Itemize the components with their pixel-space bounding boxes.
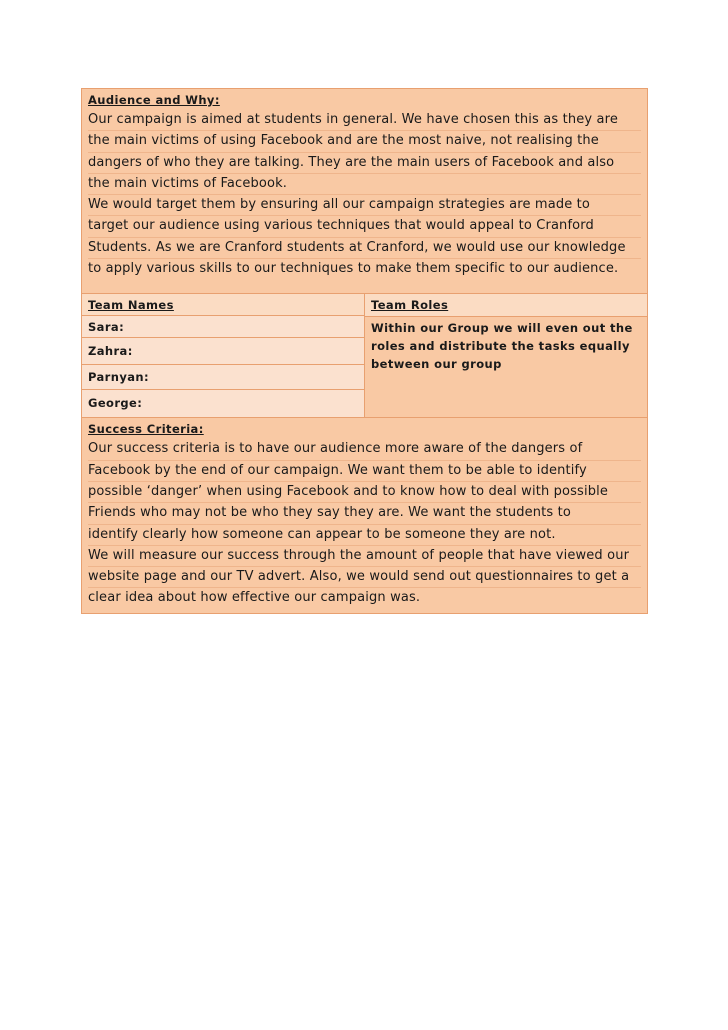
success-line: We will measure our success through the amount of people that have viewed our xyxy=(88,546,641,567)
success-line: possible ‘danger’ when using Facebook and to know how to deal with possible xyxy=(88,482,641,503)
success-section xyxy=(82,418,647,612)
success-line: Our success criteria is to have our audience more aware of the dangers of xyxy=(88,439,641,460)
team-table xyxy=(82,293,647,418)
team-names-heading: Team Names xyxy=(82,294,364,316)
team-member: Zahra: xyxy=(82,338,364,365)
campaign-document xyxy=(81,88,648,614)
team-member: Parnyan: xyxy=(82,365,364,390)
team-member: Sara: xyxy=(82,316,364,338)
success-line: Facebook by the end of our campaign. We want them to be able to identify xyxy=(88,461,641,482)
success-heading: Success Criteria: xyxy=(88,422,204,437)
audience-section xyxy=(82,89,647,283)
audience-line: dangers of who they are talking. They are the main users of Facebook and also xyxy=(88,153,641,174)
success-line: identify clearly how someone can appear to be someone they are not. xyxy=(88,525,641,546)
team-roles-text xyxy=(365,317,647,375)
audience-line: We would target them by ensuring all our campaign strategies are made to xyxy=(88,195,641,216)
team-member: George: xyxy=(82,390,364,417)
audience-heading: Audience and Why: xyxy=(88,93,220,107)
audience-line: Students. As we are Cranford students at Cranford, we would use our knowledge xyxy=(88,238,641,259)
roles-line: Within our Group we will even out the xyxy=(371,321,633,336)
spacer xyxy=(82,283,647,293)
team-roles-column xyxy=(365,294,647,417)
audience-line: Our campaign is aimed at students in general. We have chosen this as they are xyxy=(88,110,641,131)
audience-line: target our audience using various techniques that would appeal to Cranford xyxy=(88,216,641,237)
roles-line: between our group xyxy=(371,357,502,372)
audience-line: the main victims of Facebook. xyxy=(88,174,641,195)
success-line: website page and our TV advert. Also, we would send out questionnaires to get a xyxy=(88,567,641,588)
audience-line: the main victims of using Facebook and are the most naive, not realising the xyxy=(88,131,641,152)
success-line: Friends who may not be who they say they are. We want the students to xyxy=(88,503,641,524)
audience-line: to apply various skills to our techniques to make them specific to our audience. xyxy=(88,261,619,277)
success-line: clear idea about how effective our campaign was. xyxy=(88,590,421,606)
team-names-column xyxy=(82,294,365,417)
roles-line: roles and distribute the tasks equally xyxy=(371,339,630,354)
team-roles-heading: Team Roles xyxy=(365,294,647,317)
